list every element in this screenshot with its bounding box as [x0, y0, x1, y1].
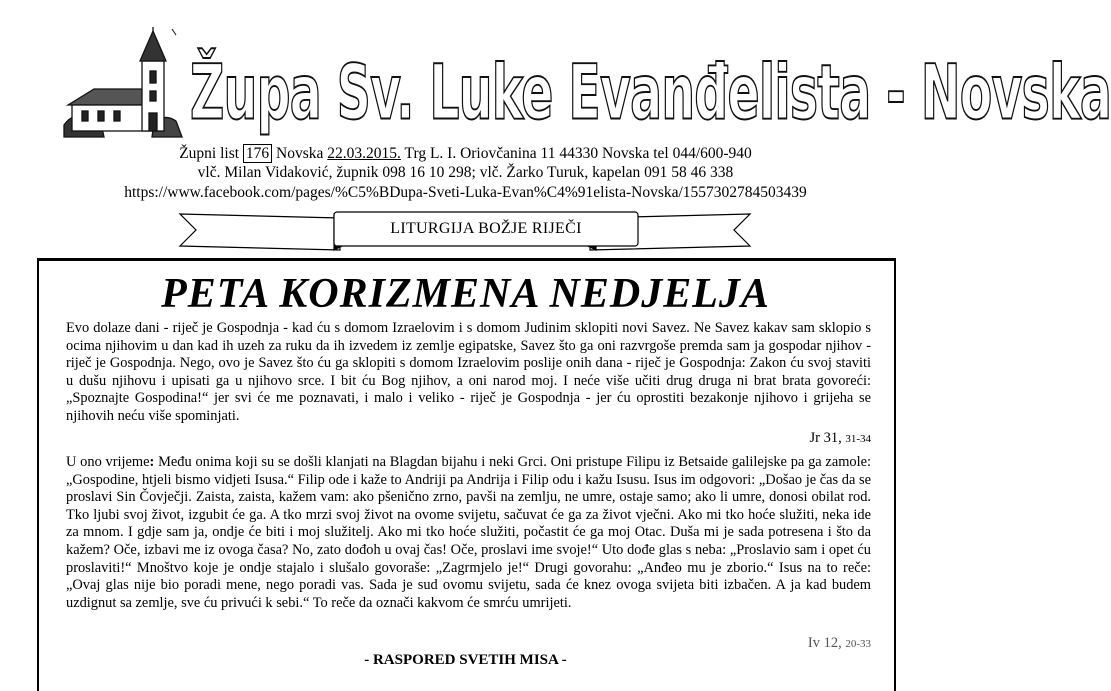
church-logo [64, 27, 182, 137]
gospel-lead-colon: : [149, 454, 155, 470]
issue-number: 176 [243, 144, 272, 163]
issue-town: Novska [276, 145, 324, 162]
masthead-title: Župa Sv. Luke Evanđelista - Novska [190, 50, 1111, 138]
gospel-reading [66, 454, 871, 612]
article-title: PETA KORIZMENA NEDJELJA [161, 271, 770, 317]
bulletin-label: Župni list [179, 145, 240, 162]
mass-schedule-heading: - RASPORED SVETIH MISA - [364, 652, 567, 668]
reference-book: Iv 12, [807, 635, 842, 651]
banner-label: LITURGIJA BOŽJE RIJEČI [390, 220, 582, 237]
reference-verses: 20-33 [845, 638, 871, 650]
reference-verses: 31-34 [845, 433, 871, 445]
gospel-lead: U ono vrijeme [66, 454, 150, 470]
reference-book: Jr 31, [809, 430, 842, 446]
issue-info-line [0, 145, 931, 163]
first-reading: Evo dolaze dani - riječ je Gospodnja - kad ću s domom Izraelovim i s domom Judinim sklopiti novi Savez. Ne Savez kakav sam sklopio s ocima njihovim u dan kad ih uzeh za ruku da ih izvedem iz zemlje egipatske, Savez što ga oni razvrgoše premda sam ja gospodar njihov - riječ je Gospodnja. Nego, ovo je Savez što ću ga sklopiti s domom Izraelovim poslije onih dana - riječ je Gospodnja: Zakon ću svoj staviti u dušu njihovu i upisati ga u njihovo srce. I bit ću Bog njihov, a oni narod moj. I neće više učiti drug druga ni brat brata govoreći: „Spoznajte Gospodina!“ jer svi će me poznavati, i malo i veliko - riječ je Gospodnja - jer ću oprostiti bezakonje njihovo i grijeha se njihovih neću više spominjati. [66, 320, 871, 424]
first-reading-reference [809, 430, 871, 447]
parish-address: Trg L. I. Oriovčanina 11 44330 Novska tel 044/600-940 [404, 145, 752, 162]
issue-date: 22.03.2015. [327, 145, 401, 162]
gospel-reference [808, 635, 871, 652]
facebook-link[interactable]: https://www.facebook.com/pages/%C5%BDupa-Sveti-Luka-Evan%C4%91elista-Novska/1557302784503439 [124, 184, 807, 201]
clergy-contacts: vlč. Milan Vidaković, župnik 098 16 10 298; vlč. Žarko Turuk, kapelan 091 58 46 338 [197, 164, 734, 181]
gospel-text: Među onima koji su se došli klanjati na Blagdan bijahu i neki Grci. Oni pristupe Filipu iz Betsaide galilejske pa ga zamole: „Gospodine, htjeli bismo vidjeti Isusa.“ Filip ode i kaže to Andriji pa Andrija i Filip odu i kažu Isusu. Isus im odgovori: „Došao je čas da se proslavi Sin Čovječji. Zaista, zaista, kažem vam: ako pšenično zrno, pavši na zemlju, ne umre, ostaje samo; ako li umre, donosi obilat rod. Tko ljubi svoj život, izgubit će ga. A tko mrzi svoj život na ovome svijetu, sačuvat će ga za život vječni. Ako mi tko hoće služiti, neka ide za mnom. I gdje sam ja, ondje će biti i moj služitelj. Ako mi tko hoće služiti, počastit će ga moj Otac. Duša mi je sada potresena i što da kažem? Oče, izbavi me iz ovoga časa? No, zato dođoh u ovaj čas! Oče, proslavi ime svoje!“ Uto dođe glas s neba: „Proslavio sam i opet ću proslaviti!“ Mnoštvo koje je ondje stajalo i slušalo govoraše: „Zagrmjelo je!“ Drugi govorahu: „Anđeo mu je zborio.“ Isus na to reče: „Ovaj glas nije bio poradi mene, nego poradi vas. Sada je sud ovomu svijetu, sada će knez ovoga svijeta biti izbačen. A ja kad budem uzdignut sa zemlje, sve ću privući k sebi.“ To reče da označi kakvom će smrću umrijeti. [66, 454, 871, 611]
